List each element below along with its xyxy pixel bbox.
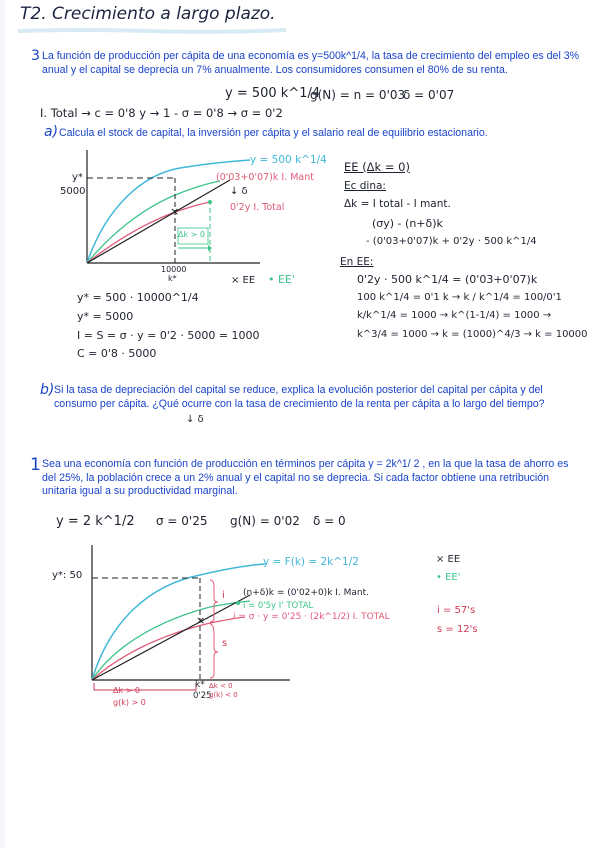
g2-gk-gt: g(k) > 0	[113, 698, 146, 707]
g1-xstar: k*	[168, 274, 177, 283]
ex3-a-label: a)	[44, 124, 59, 140]
ex3-ee-eq4: k^3/4 = 1000 → k = (1000)^4/3 → k = 10000	[357, 329, 588, 340]
ex1-given-g: g(N) = 0'02	[230, 514, 300, 528]
g1-ee2-marker	[208, 200, 212, 204]
g2-label-s: s	[222, 638, 228, 649]
ex3-work-line-2: y* = 5000	[77, 310, 134, 323]
ex1-given-delta: δ = 0	[313, 514, 346, 528]
ex3-given-g: g(N) = n = 0'03	[310, 88, 406, 102]
g2-kstar: k*	[195, 680, 205, 690]
g1-label-itotal: 0'2y I. Total	[230, 202, 285, 213]
g2-label-imant: (n+δ)k = (0'02+0)k I. Mant.	[243, 588, 370, 598]
ex1-number: 1	[30, 455, 41, 475]
g1-legend-ee2: • EE'	[268, 273, 295, 286]
ex3-ee-eq3: k/k^1/4 = 1000 → k^(1-1/4) = 1000 →	[357, 310, 552, 321]
g2-gk-lt: g(k) < 0	[209, 691, 238, 699]
ex3-en-ee: En EE:	[340, 256, 374, 268]
g2-legend-ee: × EE	[436, 554, 461, 565]
g1-ee-marker: ×	[170, 205, 180, 218]
ex3-dk-eq2: (σy) - (n+δ)k	[372, 217, 443, 230]
ex3-dk-eq: Δk = I total - I mant.	[344, 198, 451, 210]
g2-i-value: i = 57's	[437, 605, 476, 616]
g1-legend-ee: × EE	[231, 275, 256, 286]
ex3-a-question: Calcula el stock de capital, la inversión per cápita y el salario real de equilibrio estacionario.	[59, 127, 488, 139]
ex3-work-line-1: y* = 500 · 10000^1/4	[77, 291, 199, 304]
page-margin	[0, 0, 5, 848]
g1-label-dk: Δk > 0	[178, 230, 205, 239]
g2-ee-marker: ×	[196, 614, 206, 627]
graph-1	[60, 150, 340, 290]
g2-label-i: i	[222, 590, 225, 601]
g2-dk-gt: Δk > 0	[113, 686, 140, 695]
ex3-itotal: I. Total → c = 0'8 y → 1 - σ = 0'8 → σ = 0'2	[40, 106, 283, 120]
g2-ystar: y*: 50	[52, 570, 83, 581]
ex3-ee-eq2: 100 k^1/4 = 0'1 k → k / k^1/4 = 100/0'1	[357, 292, 562, 303]
ex3-given-delta: δ = 0'07	[403, 88, 455, 102]
ex3-work-line-3: I = S = σ · y = 0'2 · 5000 = 1000	[77, 329, 260, 342]
ex3-b-note: ↓ δ	[186, 414, 204, 425]
ex1-statement: Sea una economía con función de producción en términos per cápita y = 2k^1/ 2 , en la que la tasa de ahorro es del 25%, la población crece a un 2% anual y el capital no se deprecia. Si cada factor obtiene una retribución unitaria igual a su productividad marginal.	[42, 458, 569, 498]
g2-s-value: s = 12's	[437, 624, 478, 635]
ex3-work-line-4: C = 0'8 · 5000	[77, 347, 157, 360]
g2-brace-s	[210, 624, 218, 678]
ex3-dk-eq3: - (0'03+0'07)k + 0'2y · 500 k^1/4	[366, 236, 537, 247]
g2-label-production: y = F(k) = 2k^1/2	[263, 556, 359, 568]
ex3-ec-dina: Ec dina:	[344, 180, 386, 192]
ex3-b-question: Si la tasa de depreciación del capital se reduce, explica la evolución posterior del capital per cápita y del consumo per cápita. ¿Qué ocurre con la tasa de crecimiento de la renta per cápita a lo largo del tiempo?	[54, 384, 545, 410]
g2-ee2-marker	[236, 601, 240, 605]
g2-dk-lt: Δk < 0	[209, 682, 233, 690]
g2-legend-ee2: • EE'	[436, 572, 461, 583]
page-title: T2. Crecimiento a largo plazo.	[20, 4, 276, 24]
ex1-given-sigma: σ = 0'25	[156, 514, 208, 528]
g1-xval: 10000	[161, 265, 187, 274]
g1-label-production: y = 500 k^1/4	[250, 154, 327, 166]
ex3-number: 3	[31, 48, 40, 64]
title-underline	[18, 28, 288, 34]
g2-label-itotal-new: i = 0'5y I' TOTAL	[243, 601, 314, 611]
ex3-b-label: b)	[40, 382, 55, 398]
g2-curve-production	[92, 564, 265, 680]
g1-label-imant: (0'03+0'07)k I. Mant	[216, 172, 314, 183]
g2-label-itotal: i = σ · y = 0'25 · (2k^1/2) I. TOTAL	[233, 612, 390, 622]
g1-ylabel-val: 5000	[60, 186, 86, 197]
ex1-given-y: y = 2 k^1/2	[56, 514, 135, 529]
ex3-given-y: y = 500 k^1/4	[225, 86, 321, 101]
g1-ylabel-top: y*	[72, 172, 83, 183]
ex3-ee-heading: EE (Δk = 0)	[344, 160, 410, 174]
g2-kval: 0'25	[193, 691, 212, 701]
g2-dk-bracket	[94, 683, 196, 690]
ex3-statement: La función de producción per cápita de una economía es y=500k^1/4, la tasa de crecimiento del empleo es del 3% anual y el capital se deprecia un 7% anualmente. Los consumidores consumen el 80% de su renta.	[42, 50, 580, 76]
ex3-ee-eq1: 0'2y · 500 k^1/4 = (0'03+0'07)k	[357, 273, 538, 286]
g1-label-down-delta: ↓ δ	[230, 186, 248, 197]
